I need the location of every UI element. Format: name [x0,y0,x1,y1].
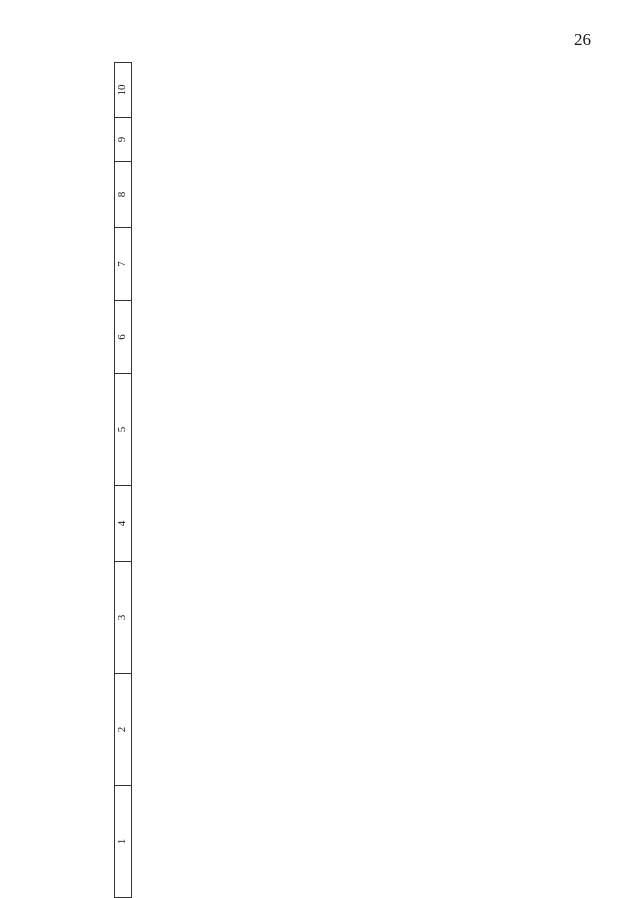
col-header: 7 [115,228,132,301]
page-number: 26 [574,30,591,49]
col-header: 8 [115,162,132,228]
col-header: 10 [115,63,132,118]
col-header: 6 [115,301,132,374]
col-header: 2 [115,674,132,786]
col-header: 1 [115,786,132,898]
col-header: 3 [115,562,132,674]
col-header: 5 [115,374,132,486]
header-row [115,63,132,898]
col-header: 4 [115,486,132,562]
budget-table [114,62,132,898]
col-header: 9 [115,118,132,162]
rotated-table-wrapper [114,63,640,898]
